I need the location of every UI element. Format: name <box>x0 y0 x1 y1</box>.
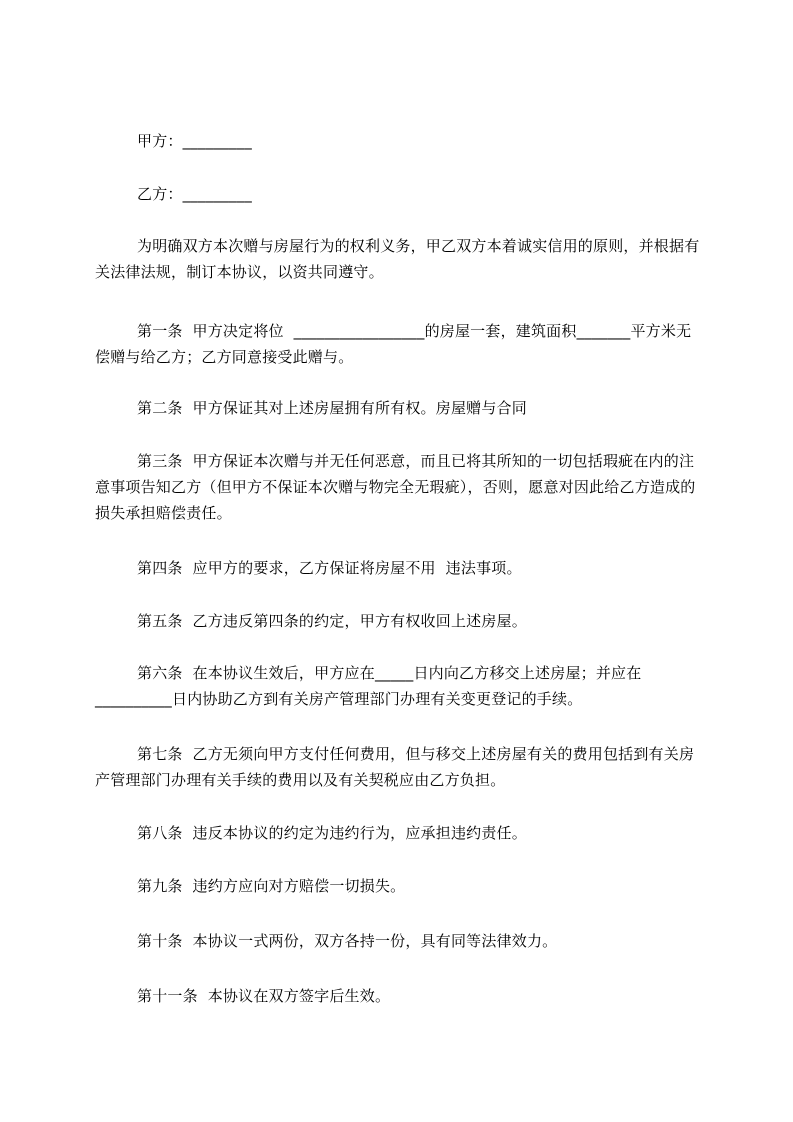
article-1: 第一条 甲方决定将位 _________________的房屋一套，建筑面积_______平方米无偿赠与给乙方；乙方同意接受此赠与。 <box>95 322 692 366</box>
party-b-line: 乙方：_________ <box>137 185 252 203</box>
article-10: 第十条 本协议一式两份，双方各持一份，具有同等法律效力。 <box>137 932 558 950</box>
article-7: 第七条 乙方无须向甲方支付任何费用，但与移交上述房屋有关的费用包括到有关房产管理部门办理有关手续的费用以及有关契税应由乙方负担。 <box>95 745 695 789</box>
intro-paragraph: 为明确双方本次赠与房屋行为的权利义务，甲乙双方本着诚实信用的原则，并根据有关法律法规，制订本协议，以资共同遵守。 <box>95 237 700 281</box>
article-11: 第十一条 本协议在双方签字后生效。 <box>137 987 391 1005</box>
article-6: 第六条 在本协议生效后，甲方应在_____日内向乙方移交上述房屋；并应在__________日内协助乙方到有关房产管理部门办理有关变更登记的手续。 <box>95 664 642 708</box>
article-2: 第二条 甲方保证其对上述房屋拥有所有权。房屋赠与合同 <box>137 399 527 417</box>
article-8: 第八条 违反本协议的约定为违约行为，应承担违约责任。 <box>137 824 527 842</box>
article-4: 第四条 应甲方的要求，乙方保证将房屋不用 违法事项。 <box>137 559 522 577</box>
party-a-line: 甲方：_________ <box>137 132 252 150</box>
article-3: 第三条 甲方保证本次赠与并无任何恶意，而且已将其所知的一切包括瑕疵在内的注意事项告知乙方（但甲方不保证本次赠与物完全无瑕疵），否则，愿意对因此给乙方造成的损失承担赔偿责任。 <box>95 452 696 522</box>
article-5: 第五条 乙方违反第四条的约定，甲方有权收回上述房屋。 <box>137 612 527 630</box>
article-9: 第九条 违约方应向对方赔偿一切损失。 <box>137 877 406 895</box>
